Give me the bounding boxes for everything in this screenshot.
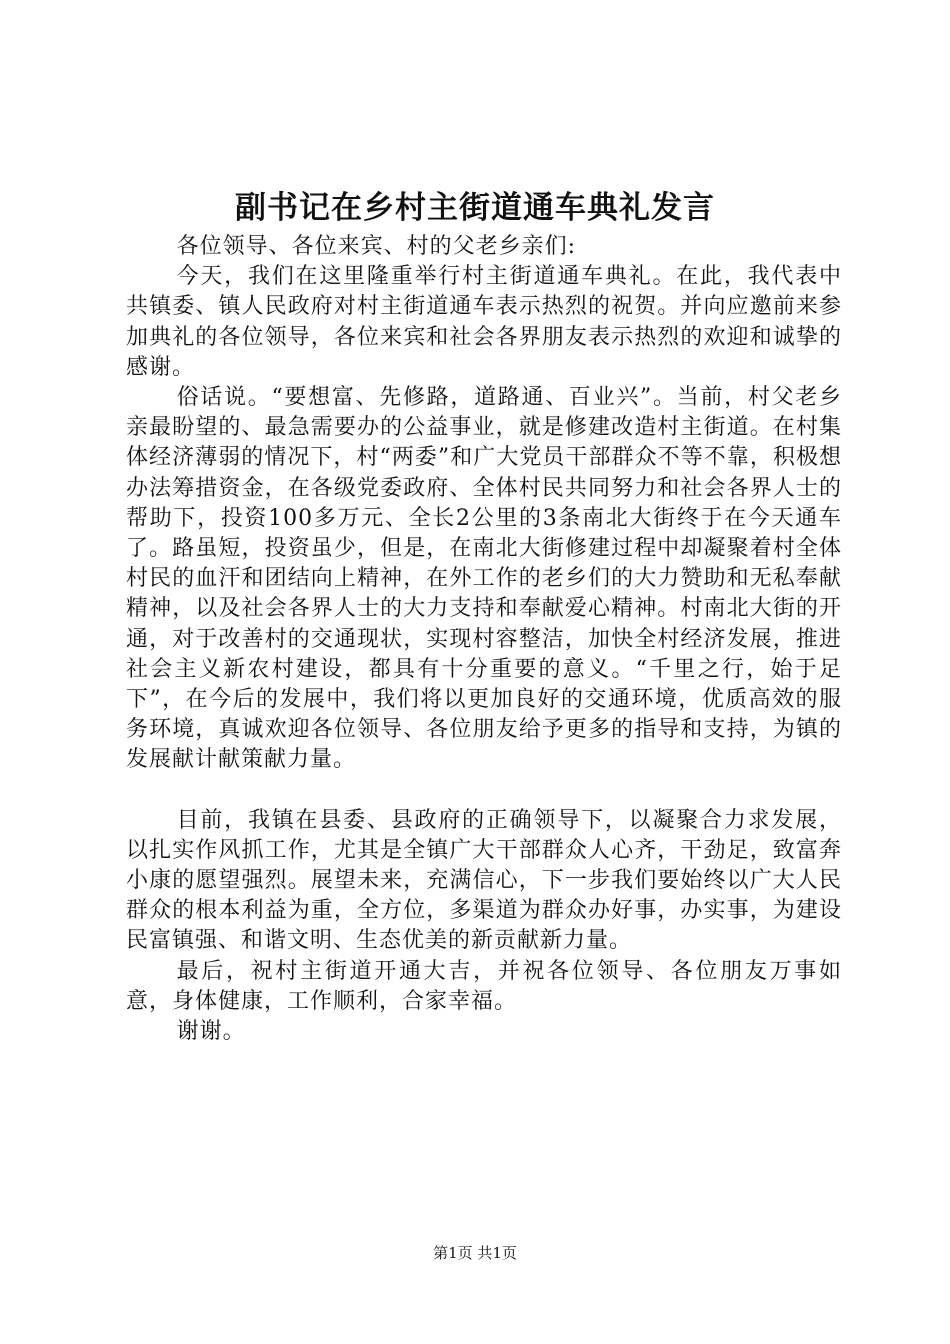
thanks-paragraph: 谢谢。	[176, 1019, 246, 1045]
outlook-paragraph: 目前，我镇在县委、县政府的正确领导下，以凝聚合力求发展，以扎实作风抓工作，尤其是全镇广大干部群众人心齐，干劲足，致富奔小康的愿望强烈。展望未来，充满信心，下一步我们要始终以广大人民群众的根本利益为重，全方位，多渠道为群众办好事，办实事，为建设民富镇强、和谐文明、生态优美的新贡献新力量。	[126, 807, 842, 954]
document-title: 副书记在乡村主街道通车典礼发言	[235, 190, 715, 226]
main-paragraph: 俗话说。“要想富、先修路，道路通、百业兴”。当前，村父老乡亲最盼望的、最急需要办的公益事业，就是修建改造村主街道。在村集体经济薄弱的情况下，村“两委”和广大党员干部群众不等不靠，积极想办法筹措资金，在各级党委政府、全体村民共同努力和社会各界人士的帮助下，投资100多万元、全长2公里的3条南北大街终于在今天通车了。路虽短，投资虽少，但是，在南北大街修建过程中却凝聚着村全体村民的血汗和团结向上精神，在外工作的老乡们的大力赞助和无私奉献精神，以及社会各界人士的大力支持和奉献爱心精神。村南北大街的开通，对于改善村的交通现状，实现村容整洁，加快全村经济发展，推进社会主义新农村建设，都具有十分重要的意义。“千里之行，始于足下”，在今后的发展中，我们将以更加良好的交通环境，优质高效的服务环境，真诚欢迎各位领导、各位朋友给予更多的指导和支持，为镇的发展献计献策献力量。	[126, 385, 842, 773]
opening-paragraph: 今天，我们在这里隆重举行村主街道通车典礼。在此，我代表中共镇委、镇人民政府对村主街道通车表示热烈的祝贺。并向应邀前来参加典礼的各位领导，各位来宾和社会各界朋友表示热烈的欢迎和诚挚的感谢。	[126, 264, 842, 380]
page-number-footer: 第1页 共1页	[433, 1244, 517, 1262]
document-body	[126, 232, 842, 1047]
closing-paragraph: 最后，祝村主街道开通大吉，并祝各位领导、各位朋友万事如意，身体健康，工作顺利，合家幸福。	[126, 958, 842, 1014]
salutation-paragraph: 各位领导、各位来宾、村的父老乡亲们:	[176, 234, 577, 259]
